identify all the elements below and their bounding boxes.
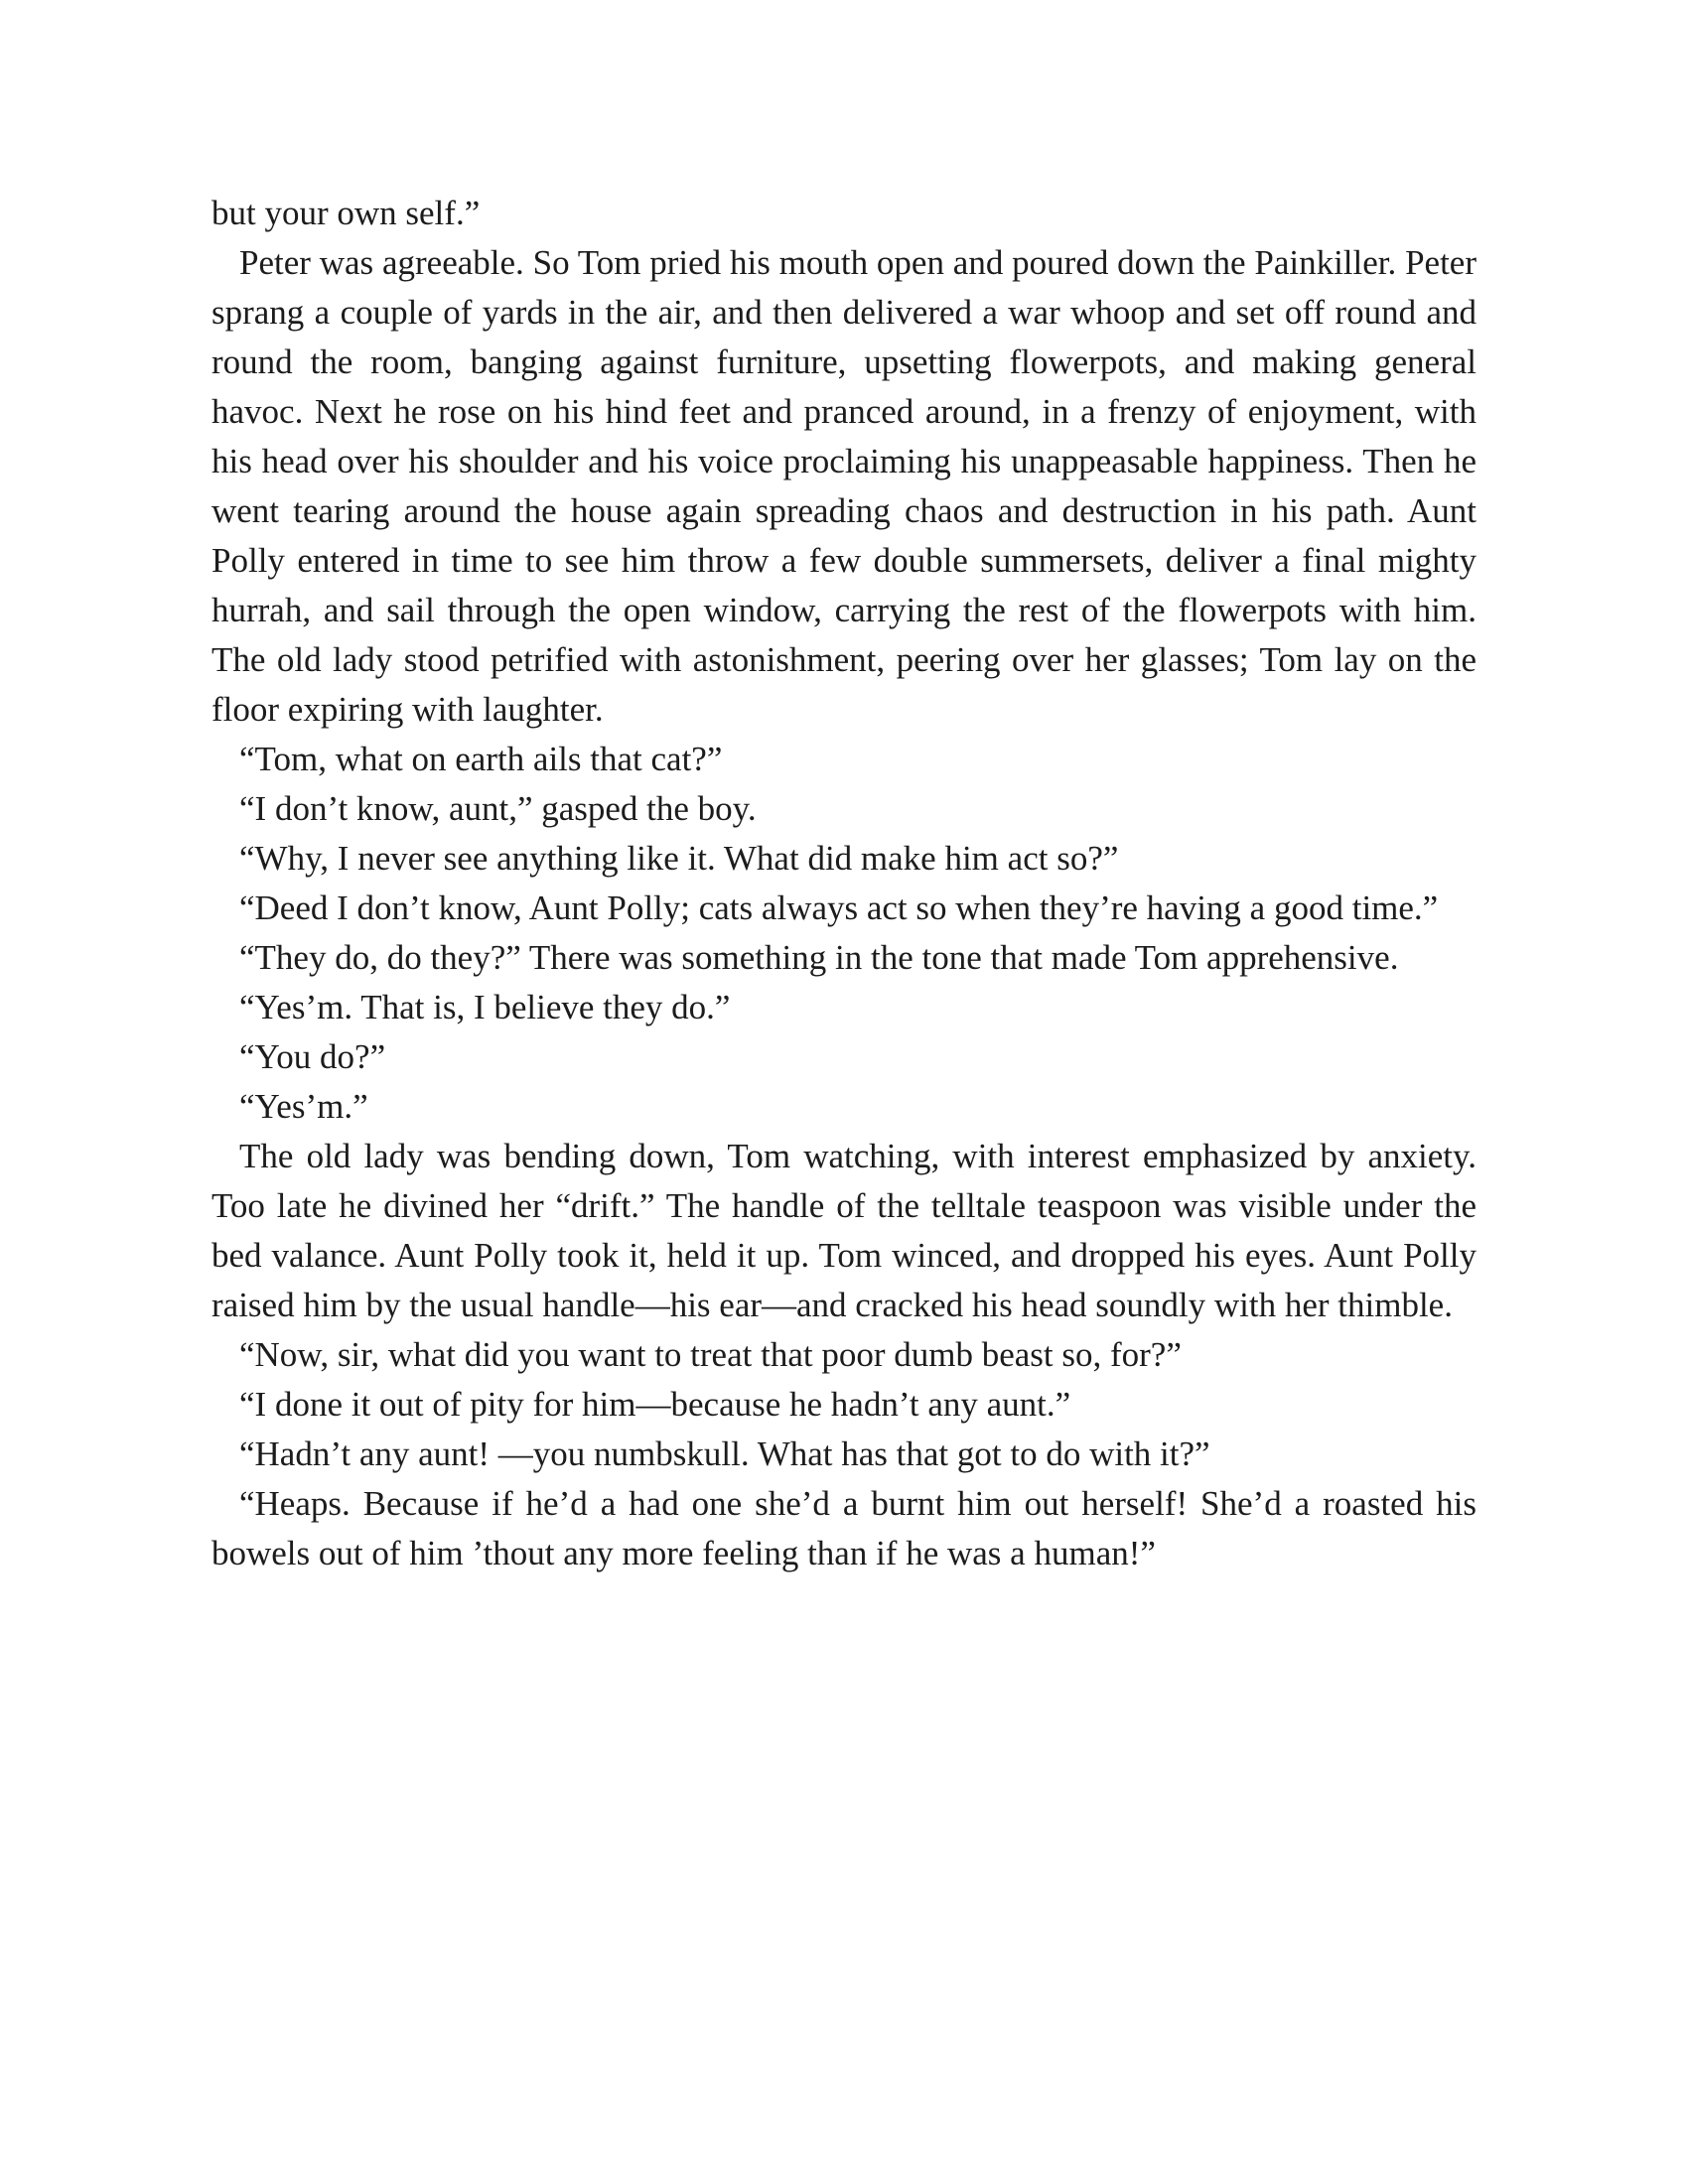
dialogue-line: “I don’t know, aunt,” gasped the boy. [239,789,757,828]
dialogue-line: “Hadn’t any aunt! —you numbskull. What has that got to do with it?” [239,1434,1210,1473]
paragraph-continuation: but your own self.” [211,194,481,232]
dialogue-line: “You do?” [239,1037,386,1076]
dialogue-line: “I done it out of pity for him—because he hadn’t any aunt.” [239,1385,1071,1424]
dialogue-line: “Now, sir, what did you want to treat that poor dumb beast so, for?” [239,1335,1182,1374]
dialogue-line: “Yes’m. That is, I believe they do.” [239,988,731,1026]
paragraph-teaspoon: The old lady was bending down, Tom watching, with interest emphasized by anxiety. Too late he divined her “drift.” The handle of the telltale teaspoon was visible under the bed valance. Aunt Polly took it, held it up. Tom winced, and dropped his eyes. Aunt Polly raised him by the usual handle—his ear—and cracked his head soundly with her thimble. [211,1137,1477,1324]
dialogue-line: “Yes’m.” [239,1087,368,1126]
dialogue-line: “Why, I never see anything like it. What did make him act so?” [239,839,1119,878]
page-body [211,189,1477,1578]
dialogue-line: “Heaps. Because if he’d a had one she’d a burnt him out herself! She’d a roasted his bowels out of him ’thout any more feeling than if he was a human!” [211,1484,1477,1572]
dialogue-line: “They do, do they?” There was something in the tone that made Tom apprehensive. [239,938,1399,977]
dialogue-line: “Tom, what on earth ails that cat?” [239,740,723,778]
dialogue-line: “Deed I don’t know, Aunt Polly; cats always act so when they’re having a good time.” [239,888,1439,927]
paragraph-painkiller: Peter was agreeable. So Tom pried his mouth open and poured down the Painkiller. Peter sprang a couple of yards in the air, and then delivered a war whoop and set off round and round the room, banging against furniture, upsetting flowerpots, and making general havoc. Next he rose on his hind feet and pranced around, in a frenzy of enjoyment, with his head over his shoulder and his voice proclaiming his unappeasable happiness. Then he went tearing around the house again spreading chaos and destruction in his path. Aunt Polly entered in time to see him throw a few double summersets, deliver a final mighty hurrah, and sail through the open window, carrying the rest of the flowerpots with him. The old lady stood petrified with astonishment, peering over her glasses; Tom lay on the floor expiring with laughter. [211,243,1477,729]
